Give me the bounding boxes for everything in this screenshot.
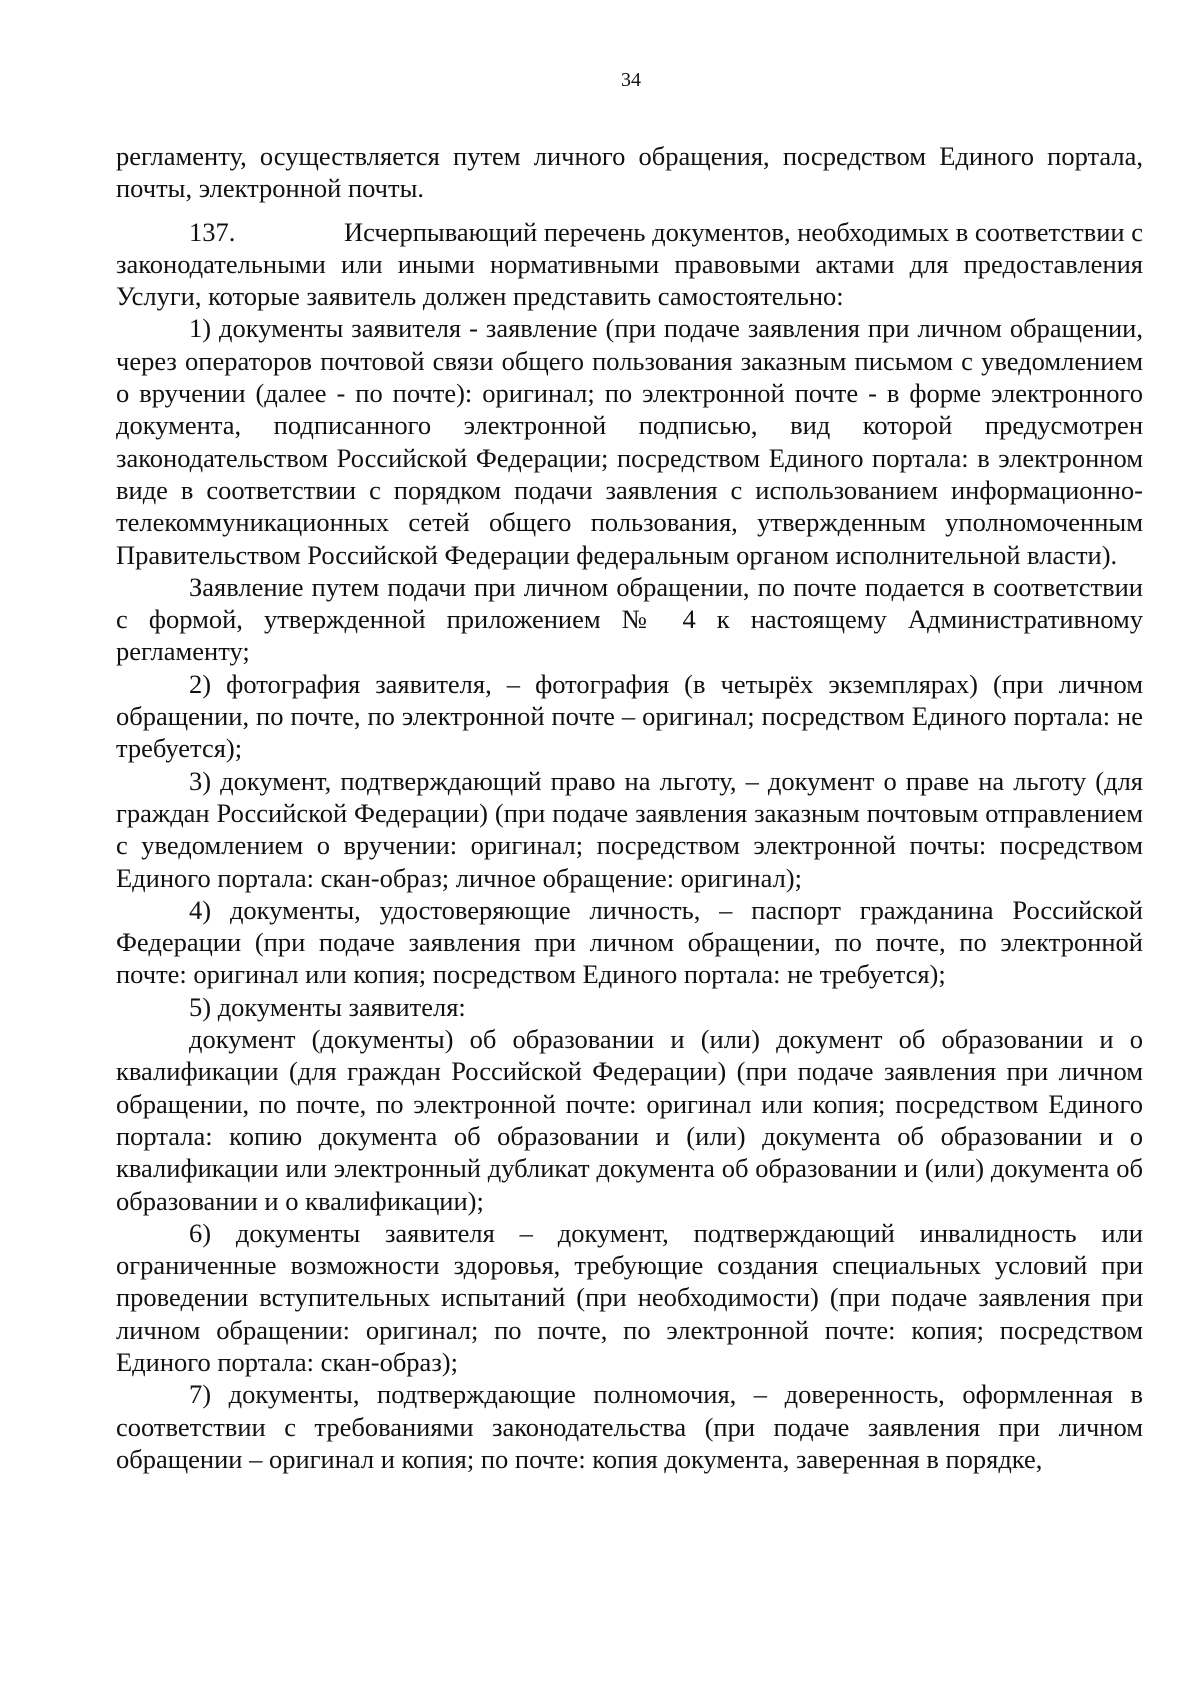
list-item-3: 3) документ, подтверждающий право на льготу, – документ о праве на льготу (для граждан Российской Федерации) (при подаче заявления заказным почтовым отправлением с уведомлением о вручении: оригинал; посредством электронной почты: посредством Единого портала: скан-образ; личное обращение: оригинал); [116, 765, 1143, 893]
list-item-6: 6) документы заявителя – документ, подтверждающий инвалидность или ограниченные возможности здоровья, требующие создания специальных условий при проведении вступительных испытаний (при необходимости) (при подаче заявления при личном обращении: оригинал; по почте, по электронной почте: копия; посредством Единого портала: скан-образ); [116, 1217, 1143, 1377]
list-item-5-detail: документ (документы) об образовании и (или) документ об образовании и о квалификации (для граждан Российской Федерации) (при подаче заявления при личном обращении, по почте, по электронной почте: оригинал или копия; посредством Единого портала: копию документа об образовании и (или) документа об образовании и о квалификации или электронный дубликат документа об образовании и (или) документа об образовании и о квалификации); [116, 1024, 1143, 1216]
list-item-5: 5) документы заявителя: [189, 991, 466, 1022]
list-item-1: 1) документы заявителя - заявление (при подаче заявления при личном обращении, через операторов почтовой связи общего пользования заказным письмом с уведомлением о вручении (далее - по почте): оригинал; по электронной почте - в форме электронного документа, подписанного электронной подписью, вид которой предусмотрен законодательством Российской Федерации; посредством Единого портала: в электронном виде в соответствии с порядком подачи заявления с использованием информационно-телекоммуникационных сетей общего пользования, утвержденным уполномоченным Правительством Российской Федерации федеральным органом исполнительной власти). [116, 313, 1143, 570]
paragraph-intro: регламенту, осуществляется путем личного обращения, посредством Единого портала, почты, электронной почты. [116, 141, 1143, 204]
list-item-1-form: Заявление путем подачи при личном обращении, по почте подается в соответствии с формой, утвержденной приложением № 4 к настоящему Административному регламенту; [116, 571, 1143, 667]
list-item-4: 4) документы, удостоверяющие личность, – паспорт гражданина Российской Федерации (при подаче заявления при личном обращении, по почте, по электронной почте: оригинал или копия; посредством Единого портала: не требуется); [116, 894, 1143, 990]
document-body [116, 140, 1143, 1475]
page-number: 34 [621, 69, 641, 91]
paragraph-number: 137. [189, 216, 236, 247]
list-item-7: 7) документы, подтверждающие полномочия, – доверенность, оформленная в соответствии с требованиями законодательства (при подаче заявления при личном обращении – оригинал и копия; по почте: копия документа, заверенная в порядке, [116, 1379, 1143, 1474]
list-item-2: 2) фотография заявителя, – фотография (в четырёх экземплярах) (при личном обращении, по почте, по электронной почте – оригинал; посредством Единого портала: не требуется); [116, 668, 1143, 764]
paragraph-137 [116, 216, 1143, 313]
paragraph-137-text: Исчерпывающий перечень документов, необходимых в соответствии с законодательными или иными нормативными правовыми актами для предоставления Услуги, которые заявитель должен представить самостоятельно: [116, 216, 1143, 312]
